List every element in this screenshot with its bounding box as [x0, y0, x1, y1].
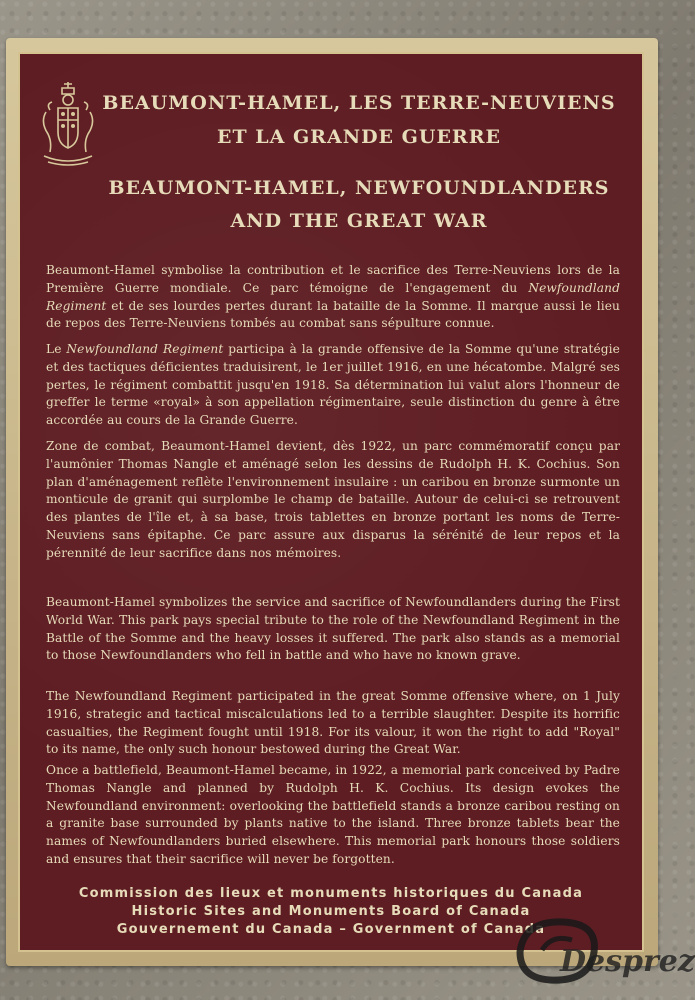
footer-government: Gouvernement du Canada – Government of Canada	[116, 922, 546, 937]
fr-para1-text-c: et de ses lourdes pertes durant la bataille de la Somme. Il marque aussi le lieu de repos des Terre-Neuviens tombés au combat sans sépulture connue.	[46, 298, 620, 331]
footer-commission-fr: Commission des lieux et monuments historiques du Canada	[78, 886, 584, 901]
paragraph-fr-1	[46, 262, 620, 333]
title-en-line-1: BEAUMONT-HAMEL, NEWFOUNDLANDERS	[108, 177, 610, 199]
footer-board-en: Historic Sites and Monuments Board of Canada	[131, 904, 531, 919]
historic-plaque	[18, 52, 644, 952]
title-en-line-2: AND THE GREAT WAR	[230, 210, 488, 232]
title-fr-line-2: ET LA GRANDE GUERRE	[217, 126, 501, 148]
fr-para2-text-a: Le	[46, 342, 67, 356]
paragraph-fr-3: Zone de combat, Beaumont-Hamel devient, dès 1922, un parc commémoratif conçu par l'aumônier Thomas Nangle et aménagé selon les dessins de Rudolph H. K. Cochius. Son plan d'aménagement reflète l'environnement insulaire : un caribou en bronze surmonte un monticule de granit qui surplombe le champ de bataille. Autour de celui-ci se retrouvent des plantes de l'île et, à sa base, trois tablettes en bronze portant les noms de Terre-Neuviens sans épitaphe. Ce parc assure aux disparus la sérénité de leur repos et la pérennité de leur sacrifice dans nos mémoires.	[46, 439, 620, 560]
title-fr-line-1: BEAUMONT-HAMEL, LES TERRE-NEUVIENS	[102, 92, 616, 114]
fr-para2-regiment: Newfoundland Regiment	[66, 342, 224, 356]
paragraph-en-1: Beaumont-Hamel symbolizes the service and sacrifice of Newfoundlanders during the First World War. This park pays special tribute to the role of the Newfoundland Regiment in the Battle of the Somme and the heavy losses it suffered. The park also stands as a memorial to those Newfoundlanders who fell in battle and who have no known grave.	[46, 595, 621, 663]
fr-para2-text-c: participa à la grande offensive de la Somme qu'une stratégie et des tactiques déficientes traduisirent, le 1er juillet 1916, en une hécatombe. Malgré ses pertes, le régiment combattit jusqu'en 1918. Sa détermination lui valut alors l'honneur de greffer le terme «royal» à son appellation régimentaire, seule distinction du genre à être accordée au cours de la Grande Guerre.	[46, 342, 620, 428]
paragraph-en-3: Once a battlefield, Beaumont-Hamel became, in 1922, a memorial park conceived by Padre Thomas Nangle and planned by Rudolph H. K. Cochius. Its design evokes the Newfoundland environment: overlooking the battlefield stands a bronze caribou resting on a granite base surrounded by plants native to the island. Three bronze tablets bear the names of Newfoundlanders buried elsewhere. This memorial park honours those soldiers and ensures that their sacrifice will never be forgotten.	[46, 763, 620, 866]
fr-para1-regiment: Newfoundland Regiment	[46, 280, 620, 313]
fr-para1-text-a: Beaumont-Hamel symbolise la contribution et le sacrifice des Terre-Neuviens lors de la Première Guerre mondiale. Ce parc témoigne de l'engagement du	[46, 263, 620, 295]
photographer-watermark: Desprez	[560, 944, 695, 979]
paragraph-en-2: The Newfoundland Regiment participated in the great Somme offensive where, on 1 July 1916, strategic and tactical miscalculations led to a terrible slaughter. Despite its horrific casualties, the Regiment fought until 1918. For its valour, it won the right to add "Royal" to its name, the only such honour bestowed during the Great War.	[46, 689, 620, 757]
paragraph-fr-2	[46, 341, 620, 430]
